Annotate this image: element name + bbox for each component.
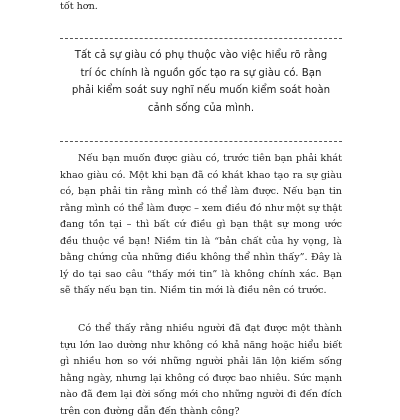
- quote-divider-bottom: [60, 141, 342, 142]
- pull-quote: Tất cả sự giàu có phụ thuộc vào việc hiểu rõ rằng trí óc chính là nguồn gốc tạo ra sự giàu có. Bạn phải kiểm soát suy nghĩ nếu muốn kiểm soát hoàn cảnh sống của mình.: [71, 50, 331, 114]
- body-paragraph-2: Có thể thấy rằng nhiều người đã đạt được một thành tựu lớn lao dường như không có khả năng hoặc hiểu biết gì nhiều hơn so với những người phải lăn lộn kiếm sống hằng ngày, nhưng lại không có được bao nhiêu. Sức mạnh nào đã đem lại đời sống mới cho những người đi đến đích trên con đường dẫn đến thành công?: [60, 323, 342, 417]
- quote-divider-top: [60, 38, 342, 39]
- previous-paragraph-ending: tốt hơn.: [60, 1, 98, 12]
- body-paragraph-1: Nếu bạn muốn được giàu có, trước tiên bạn phải khát khao giàu có. Một khi bạn đã có khát khao tạo ra sự giàu có, bạn phải tin rằng mình có thể làm được. Nếu bạn tin rằng mình có thể làm được – xem điều đó như một sự thật đang tồn tại – thì bất cứ điều gì bạn thật sự mong ước đều thuộc về bạn! Niềm tin là “bản chất của hy vọng, là bằng chứng của những điều không thể nhìn thấy”. Đây là lý do tại sao câu “thấy mới tin” là không chính xác. Bạn sẽ thấy nếu bạn tin. Niềm tin mới là điều nên có trước.: [60, 153, 342, 296]
